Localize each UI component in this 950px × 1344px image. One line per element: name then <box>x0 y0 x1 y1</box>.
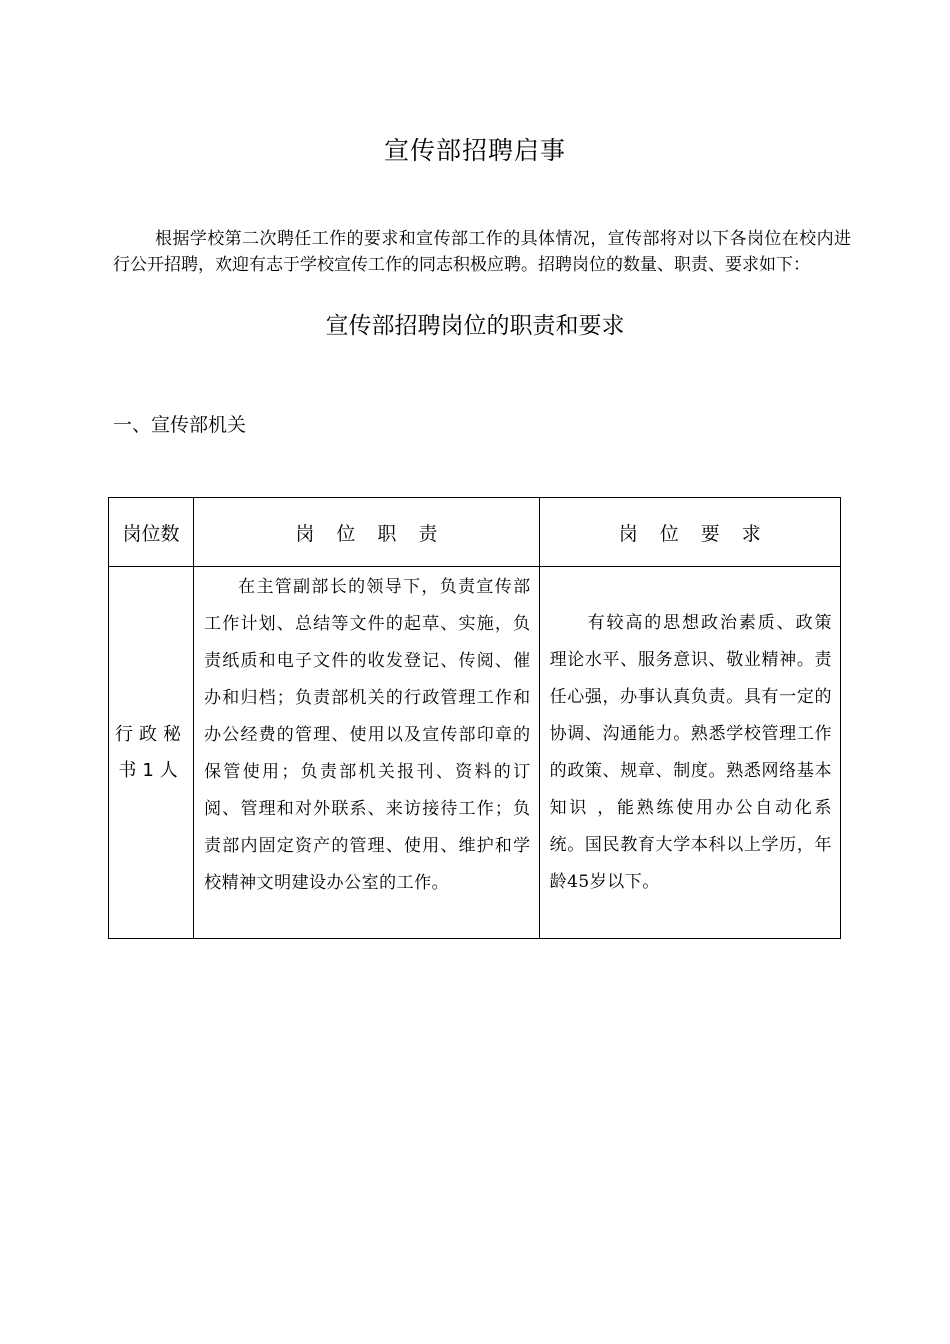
positions-table <box>108 497 841 939</box>
page-title: 宣传部招聘启事 <box>383 136 566 165</box>
table-header-row <box>109 498 841 567</box>
table-row <box>109 567 841 939</box>
section-subtitle: 宣传部招聘岗位的职责和要求 <box>325 313 625 339</box>
section-heading: 一、宣传部机关 <box>113 414 247 436</box>
intro-paragraph: 根据学校第二次聘任工作的要求和宣传部工作的具体情况，宣传部将对以下各岗位在校内进行公开招聘，欢迎有志于学校宣传工作的同志积极应聘。招聘岗位的数量、职责、要求如下： <box>113 229 851 275</box>
cell-position-count: 行政秘书1人 <box>109 567 194 939</box>
header-position-count: 岗位数 <box>109 498 194 567</box>
cell-duties: 在主管副部长的领导下，负责宣传部工作计划、总结等文件的起草、实施，负责纸质和电子文件的收发登记、传阅、催办和归档；负责部机关的行政管理工作和办公经费的管理、使用以及宣传部印章的保管使用；负责部机关报刊、资料的订阅、管理和对外联系、来访接待工作；负责部内固定资产的管理、使用、维护和学校精神文明建设办公室的工作。 <box>194 567 539 939</box>
cell-requirements: 有较高的思想政治素质、政策理论水平、服务意识、敬业精神。责任心强，办事认真负责。具有一定的协调、沟通能力。熟悉学校管理工作的政策、规章、制度。熟悉网络基本知识 ，能熟练使用办公自动化系统。国民教育大学本科以上学历，年龄45岁以下。 <box>539 567 840 939</box>
header-requirements: 岗位要求 <box>539 498 840 567</box>
header-duties: 岗位职责 <box>194 498 539 567</box>
